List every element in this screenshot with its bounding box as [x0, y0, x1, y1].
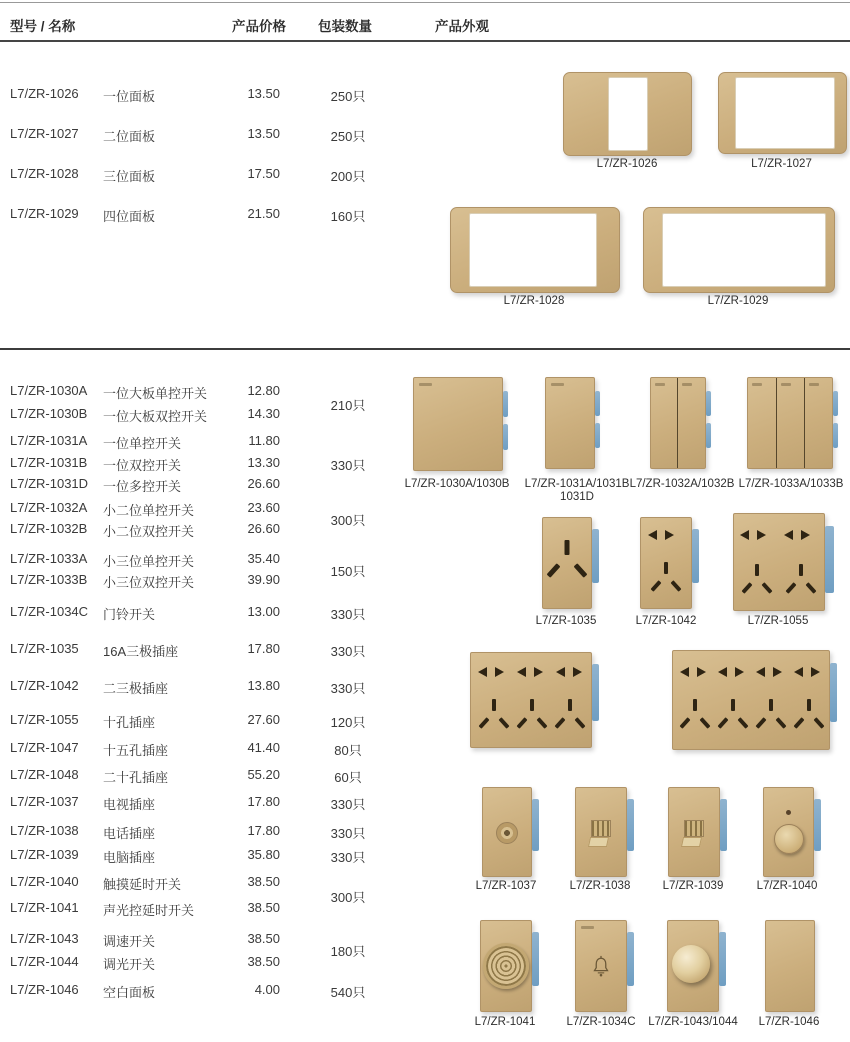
name-cell: 四位面板	[103, 209, 156, 224]
indicator-led	[786, 810, 791, 815]
name-cell: 一位大板单控开关	[103, 386, 208, 401]
model-cell: L7/ZR-1030B	[10, 406, 88, 421]
qty-cell: 330只	[330, 797, 366, 812]
price-cell: 55.20	[247, 767, 280, 782]
mount-clip	[503, 391, 508, 417]
name-cell: 16A三极插座	[103, 644, 179, 659]
model-cell: L7/ZR-1031D	[10, 476, 89, 491]
product-image-doorbell-switch-1034c	[575, 920, 627, 1012]
brand-mark	[551, 383, 564, 386]
model-cell: L7/ZR-1037	[10, 794, 79, 809]
name-cell: 一位多控开关	[103, 479, 182, 494]
name-cell: 一位面板	[103, 89, 156, 104]
model-cell: L7/ZR-1033A	[10, 551, 88, 566]
product-label: L7/ZR-1040	[756, 880, 818, 892]
product-label: L7/ZR-1055	[747, 615, 809, 627]
three-pin-socket-holes	[792, 699, 826, 731]
brand-mark	[581, 926, 594, 929]
table-row	[10, 874, 280, 893]
table-row	[10, 86, 280, 105]
qty-cell: 330只	[330, 607, 366, 622]
model-cell: L7/ZR-1031A	[10, 433, 88, 448]
rj-jack	[591, 820, 611, 837]
column-header-price: 产品价格	[232, 19, 286, 34]
mount-clip	[503, 424, 508, 450]
name-cell: 十孔插座	[103, 715, 156, 730]
name-cell: 三位面板	[103, 169, 156, 184]
mount-clip	[692, 529, 699, 583]
product-label: L7/ZR-1031A/1031B	[524, 478, 630, 490]
mount-clip	[592, 664, 599, 720]
qty-cell: 330只	[330, 458, 366, 473]
brand-mark	[752, 383, 762, 386]
column-header-model: 型号 / 名称	[10, 19, 76, 34]
qty-cell: 120只	[330, 715, 366, 730]
product-image-switch-1032	[650, 377, 706, 469]
product-image-socket-1055	[733, 513, 825, 611]
product-image-socket-1048	[672, 650, 830, 750]
table-row	[10, 900, 280, 919]
model-cell: L7/ZR-1047	[10, 740, 79, 755]
three-pin-socket-holes	[545, 540, 589, 580]
name-cell: 小二位双控开关	[103, 524, 195, 539]
product-label: L7/ZR-1041	[474, 1016, 536, 1028]
model-cell: L7/ZR-1028	[10, 166, 79, 181]
section-divider-rule	[0, 348, 850, 350]
price-cell: 11.80	[248, 433, 280, 448]
price-cell: 13.80	[247, 678, 280, 693]
three-pin-socket-holes	[716, 699, 750, 731]
product-image-panel-1028	[450, 207, 620, 293]
table-row	[10, 740, 280, 759]
table-row	[10, 455, 280, 474]
product-image-socket-1035	[542, 517, 592, 609]
model-cell: L7/ZR-1043	[10, 931, 79, 946]
table-row	[10, 383, 280, 402]
table-row	[10, 604, 280, 623]
table-row	[10, 406, 280, 425]
model-cell: L7/ZR-1040	[10, 874, 79, 889]
three-pin-socket-holes	[754, 699, 788, 731]
mount-clip	[627, 799, 634, 852]
model-cell: L7/ZR-1033B	[10, 572, 88, 587]
name-cell: 一位大板双控开关	[103, 409, 208, 424]
model-cell: L7/ZR-1055	[10, 712, 79, 727]
name-cell: 门铃开关	[103, 607, 156, 622]
table-row	[10, 678, 280, 697]
mount-clip	[814, 799, 821, 852]
product-image-panel-1029	[643, 207, 835, 293]
product-label: L7/ZR-1028	[503, 295, 565, 307]
price-cell: 17.50	[247, 166, 280, 181]
name-cell: 一位单控开关	[103, 436, 182, 451]
product-label: L7/ZR-1035	[535, 615, 597, 627]
brand-mark	[419, 383, 432, 386]
product-label: L7/ZR-1039	[662, 880, 724, 892]
price-cell: 27.60	[247, 712, 280, 727]
qty-cell: 300只	[330, 890, 366, 905]
product-label: L7/ZR-1033A/1033B	[738, 478, 844, 490]
table-row	[10, 847, 280, 866]
price-cell: 35.40	[247, 551, 280, 566]
two-pin-socket-holes	[680, 667, 706, 677]
product-image-phone-socket-1038	[575, 787, 627, 877]
rotary-knob	[672, 945, 710, 983]
name-cell: 十五孔插座	[103, 743, 169, 758]
qty-cell: 330只	[330, 850, 366, 865]
rj-jack	[684, 820, 704, 837]
price-cell: 14.30	[247, 406, 280, 421]
panel-window	[469, 213, 597, 287]
price-cell: 17.80	[247, 641, 280, 656]
price-cell: 26.60	[247, 476, 280, 491]
qty-cell: 80只	[334, 743, 362, 758]
mount-clip	[706, 391, 711, 416]
model-cell: L7/ZR-1029	[10, 206, 79, 221]
mount-clip	[532, 799, 539, 852]
product-label: L7/ZR-1034C	[566, 1016, 636, 1028]
model-cell: L7/ZR-1035	[10, 641, 79, 656]
price-cell: 38.50	[247, 931, 280, 946]
qty-cell: 210只	[330, 398, 366, 413]
mount-clip	[595, 423, 600, 448]
product-label: L7/ZR-1042	[635, 615, 697, 627]
top-rule	[0, 2, 850, 3]
price-cell: 38.50	[247, 900, 280, 915]
product-label: L7/ZR-1043/1044	[648, 1016, 738, 1028]
name-cell: 调速开关	[103, 934, 156, 949]
model-cell: L7/ZR-1026	[10, 86, 79, 101]
model-cell: L7/ZR-1027	[10, 126, 79, 141]
table-row	[10, 476, 280, 495]
three-pin-socket-holes	[515, 699, 549, 731]
two-pin-socket-holes	[756, 667, 782, 677]
name-cell: 电视插座	[103, 797, 156, 812]
mount-clip	[825, 526, 834, 593]
price-cell: 41.40	[247, 740, 280, 755]
brand-mark	[809, 383, 819, 386]
price-cell: 23.60	[247, 500, 280, 515]
qty-cell: 150只	[330, 564, 366, 579]
price-cell: 17.80	[247, 823, 280, 838]
product-image-computer-socket-1039	[668, 787, 720, 877]
three-pin-socket-holes	[553, 699, 587, 731]
price-cell: 4.00	[254, 982, 280, 997]
table-row	[10, 641, 280, 660]
two-pin-socket-holes	[517, 667, 543, 677]
table-row	[10, 767, 280, 786]
product-label: L7/ZR-1027	[751, 158, 812, 170]
name-cell: 电话插座	[103, 826, 156, 841]
panel-window	[662, 213, 826, 287]
model-cell: L7/ZR-1034C	[10, 604, 89, 619]
product-image-blank-panel-1046	[765, 920, 815, 1012]
product-image-dimmer-switch-1043-1044	[667, 920, 719, 1012]
two-pin-socket-holes	[784, 530, 810, 540]
price-cell: 17.80	[247, 794, 280, 809]
qty-cell: 250只	[330, 129, 366, 144]
product-image-sound-light-switch-1041	[480, 920, 532, 1012]
product-image-switch-1030	[413, 377, 503, 471]
bell-icon	[590, 954, 612, 983]
jack-flap	[588, 837, 609, 847]
three-pin-socket-holes	[678, 699, 712, 731]
two-pin-socket-holes	[740, 530, 766, 540]
gang-divider	[677, 378, 678, 468]
price-cell: 38.50	[247, 954, 280, 969]
price-cell: 21.50	[247, 206, 280, 221]
column-header-qty: 包装数量	[318, 19, 372, 34]
two-pin-socket-holes	[794, 667, 820, 677]
product-label: L7/ZR-1029	[707, 295, 769, 307]
mount-clip	[595, 391, 600, 416]
model-cell: L7/ZR-1042	[10, 678, 79, 693]
name-cell: 声光控延时开关	[103, 903, 195, 918]
qty-cell: 330只	[330, 681, 366, 696]
product-image-touch-switch-1040	[763, 787, 814, 877]
price-cell: 13.50	[247, 86, 280, 101]
qty-cell: 160只	[330, 209, 366, 224]
model-cell: L7/ZR-1038	[10, 823, 79, 838]
mount-clip	[706, 423, 711, 448]
sensor-grille	[483, 943, 529, 989]
product-label: L7/ZR-1046	[758, 1016, 820, 1028]
gang-divider	[804, 378, 805, 468]
qty-cell: 250只	[330, 89, 366, 104]
mount-clip	[720, 799, 727, 852]
brand-mark	[655, 383, 665, 386]
qty-cell: 180只	[330, 944, 366, 959]
three-pin-socket-holes	[740, 564, 774, 596]
price-cell: 35.80	[247, 847, 280, 862]
product-image-switch-1031	[545, 377, 595, 469]
coax-connector	[496, 822, 518, 844]
product-label: L7/ZR-1026	[596, 158, 658, 170]
brand-mark	[781, 383, 791, 386]
table-row	[10, 521, 280, 540]
name-cell: 空白面板	[103, 985, 156, 1000]
model-cell: L7/ZR-1048	[10, 767, 79, 782]
three-pin-socket-holes	[649, 562, 683, 594]
table-row	[10, 166, 280, 185]
three-pin-socket-holes	[477, 699, 511, 731]
two-pin-socket-holes	[718, 667, 744, 677]
table-row	[10, 712, 280, 731]
model-cell: L7/ZR-1041	[10, 900, 79, 915]
table-row	[10, 551, 280, 570]
table-row	[10, 126, 280, 145]
model-cell: L7/ZR-1046	[10, 982, 79, 997]
product-image-tv-socket-1037	[482, 787, 532, 877]
touch-button	[774, 824, 804, 854]
name-cell: 调光开关	[103, 957, 156, 972]
qty-cell: 300只	[330, 513, 366, 528]
table-row	[10, 982, 280, 1001]
name-cell: 一位双控开关	[103, 458, 182, 473]
name-cell: 小二位单控开关	[103, 503, 195, 518]
mount-clip	[719, 932, 726, 986]
price-cell: 13.50	[247, 126, 280, 141]
product-label: L7/ZR-1030A/1030B	[404, 478, 510, 490]
column-header-appearance: 产品外观	[435, 19, 489, 34]
table-row	[10, 206, 280, 225]
panel-window	[735, 77, 835, 149]
name-cell: 小三位单控开关	[103, 554, 195, 569]
three-pin-socket-holes	[784, 564, 818, 596]
table-row	[10, 931, 280, 950]
mount-clip	[627, 932, 634, 986]
price-cell: 39.90	[247, 572, 280, 587]
jack-flap	[681, 837, 702, 847]
gang-divider	[776, 378, 777, 468]
table-row	[10, 572, 280, 591]
price-cell: 13.00	[247, 604, 280, 619]
model-cell: L7/ZR-1044	[10, 954, 79, 969]
price-cell: 13.30	[247, 455, 280, 470]
product-label-line2: 1031D	[560, 491, 594, 503]
name-cell: 二位面板	[103, 129, 156, 144]
model-cell: L7/ZR-1032B	[10, 521, 88, 536]
table-row	[10, 500, 280, 519]
name-cell: 二十孔插座	[103, 770, 169, 785]
product-image-panel-1027	[718, 72, 847, 154]
model-cell: L7/ZR-1031B	[10, 455, 88, 470]
two-pin-socket-holes	[648, 530, 674, 540]
name-cell: 电脑插座	[103, 850, 156, 865]
product-image-socket-1047	[470, 652, 592, 748]
price-cell: 26.60	[247, 521, 280, 536]
header-rule	[0, 40, 850, 42]
product-label: L7/ZR-1037	[475, 880, 537, 892]
mount-clip	[830, 663, 837, 722]
qty-cell: 60只	[334, 770, 362, 785]
two-pin-socket-holes	[478, 667, 504, 677]
table-row	[10, 794, 280, 813]
two-pin-socket-holes	[556, 667, 582, 677]
product-label: L7/ZR-1032A/1032B	[629, 478, 735, 490]
qty-cell: 330只	[330, 826, 366, 841]
product-label: L7/ZR-1038	[569, 880, 631, 892]
product-image-socket-1042	[640, 517, 692, 609]
name-cell: 触摸延时开关	[103, 877, 182, 892]
mount-clip	[833, 391, 838, 416]
product-image-panel-1026	[563, 72, 692, 156]
name-cell: 小三位双控开关	[103, 575, 195, 590]
name-cell: 二三极插座	[103, 681, 169, 696]
mount-clip	[532, 932, 539, 986]
model-cell: L7/ZR-1032A	[10, 500, 88, 515]
price-cell: 38.50	[247, 874, 280, 889]
panel-window	[608, 77, 648, 151]
mount-clip	[833, 423, 838, 448]
model-cell: L7/ZR-1030A	[10, 383, 88, 398]
table-row	[10, 954, 280, 973]
price-cell: 12.80	[247, 383, 280, 398]
qty-cell: 200只	[330, 169, 366, 184]
table-row	[10, 433, 280, 452]
mount-clip	[592, 529, 599, 583]
model-cell: L7/ZR-1039	[10, 847, 79, 862]
product-image-switch-1033	[747, 377, 833, 469]
qty-cell: 330只	[330, 644, 366, 659]
table-row	[10, 823, 280, 842]
qty-cell: 540只	[330, 985, 366, 1000]
brand-mark	[682, 383, 692, 386]
